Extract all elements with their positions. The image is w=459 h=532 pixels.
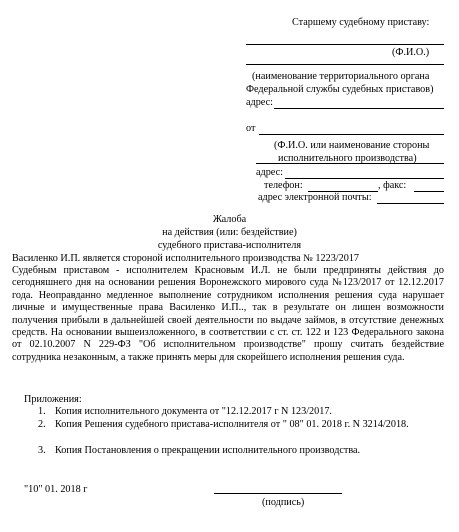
fio-caption: (Ф.И.О.) [392, 47, 430, 58]
party-caption-line1: (Ф.И.О. или наименование стороны [274, 140, 430, 151]
attachments-label: Приложения: [24, 394, 82, 405]
org-blank-line[interactable] [246, 64, 444, 65]
attachment-number: 3. [38, 445, 46, 456]
from-label: от [246, 123, 256, 134]
address2-blank-line[interactable] [285, 178, 444, 179]
address2-label: адрес: [256, 167, 283, 178]
fax-blank-line[interactable] [414, 191, 444, 192]
party-blank-line-2[interactable] [256, 163, 444, 164]
document-subtitle-2: судебного пристава-исполнителя [157, 240, 302, 251]
email-blank-line[interactable] [377, 203, 444, 204]
attachment-number: 2. [38, 419, 46, 430]
party-caption-line2: исполнительного производства) [278, 153, 417, 164]
org-caption-line2: Федеральной службы судебных приставов) [246, 84, 434, 95]
attachment-text: Копия Решения судебного пристава-исполнителя от " 08" 01. 2018 г. N 3214/2018. [55, 419, 409, 430]
fio-blank-line[interactable] [246, 44, 444, 45]
fax-label: , факс: [378, 180, 407, 191]
attachment-text: Копия Постановления о прекращении исполнительного производства. [55, 445, 361, 456]
email-label: адрес электронной почты: [258, 192, 372, 203]
addressee-heading: Старшему судебному приставу: [292, 17, 430, 28]
address-blank-line[interactable] [274, 108, 444, 109]
document-date: "10" 01. 2018 г [24, 484, 88, 495]
document-subtitle-1: на действия (или: бездействие) [162, 227, 297, 238]
document-title: Жалоба [212, 214, 247, 225]
party-blank-line[interactable] [259, 134, 444, 135]
signature-caption: (подпись) [262, 497, 305, 508]
org-caption-line1: (наименование территориального органа [252, 71, 430, 82]
attachment-item-2 [38, 419, 444, 445]
complaint-paragraph: Судебным приставом - исполнителем Красновым И.Л. не были предприняты действия до сегодняшнего дня на основании решения Воронежского мирового суда №123/2017 от 12.12.2017 года. Неоправданно медленное выполнение сотрудником исполнения решения суда нарушает личные и имущественные права Василенко И.П.., так в результате он лишен возможности получения прибыли в дальнейшей своей деятельности по выдаче займов, в отсутствие денежных средств. На основании вышеизложенного, в соответствии с ст. ст. 122 и 123 Федерального закона от 02.10.2007 N 229-ФЗ "Об исполнительном производстве" прошу считать бездействие сотрудника незаконным, а также принять меры для скорейшего исполнения решения суда. [12, 265, 444, 363]
attachment-number: 1. [38, 406, 46, 417]
address-label: адрес: [246, 97, 273, 108]
body-intro-line: Василенко И.П. является стороной исполнительного производства № 1223/2017 [12, 253, 360, 264]
phone-label: телефон: [264, 180, 303, 191]
attachment-text: Копия исполнительного документа от "12.12.2017 г N 123/2017. [55, 406, 332, 417]
signature-line[interactable] [214, 493, 342, 494]
